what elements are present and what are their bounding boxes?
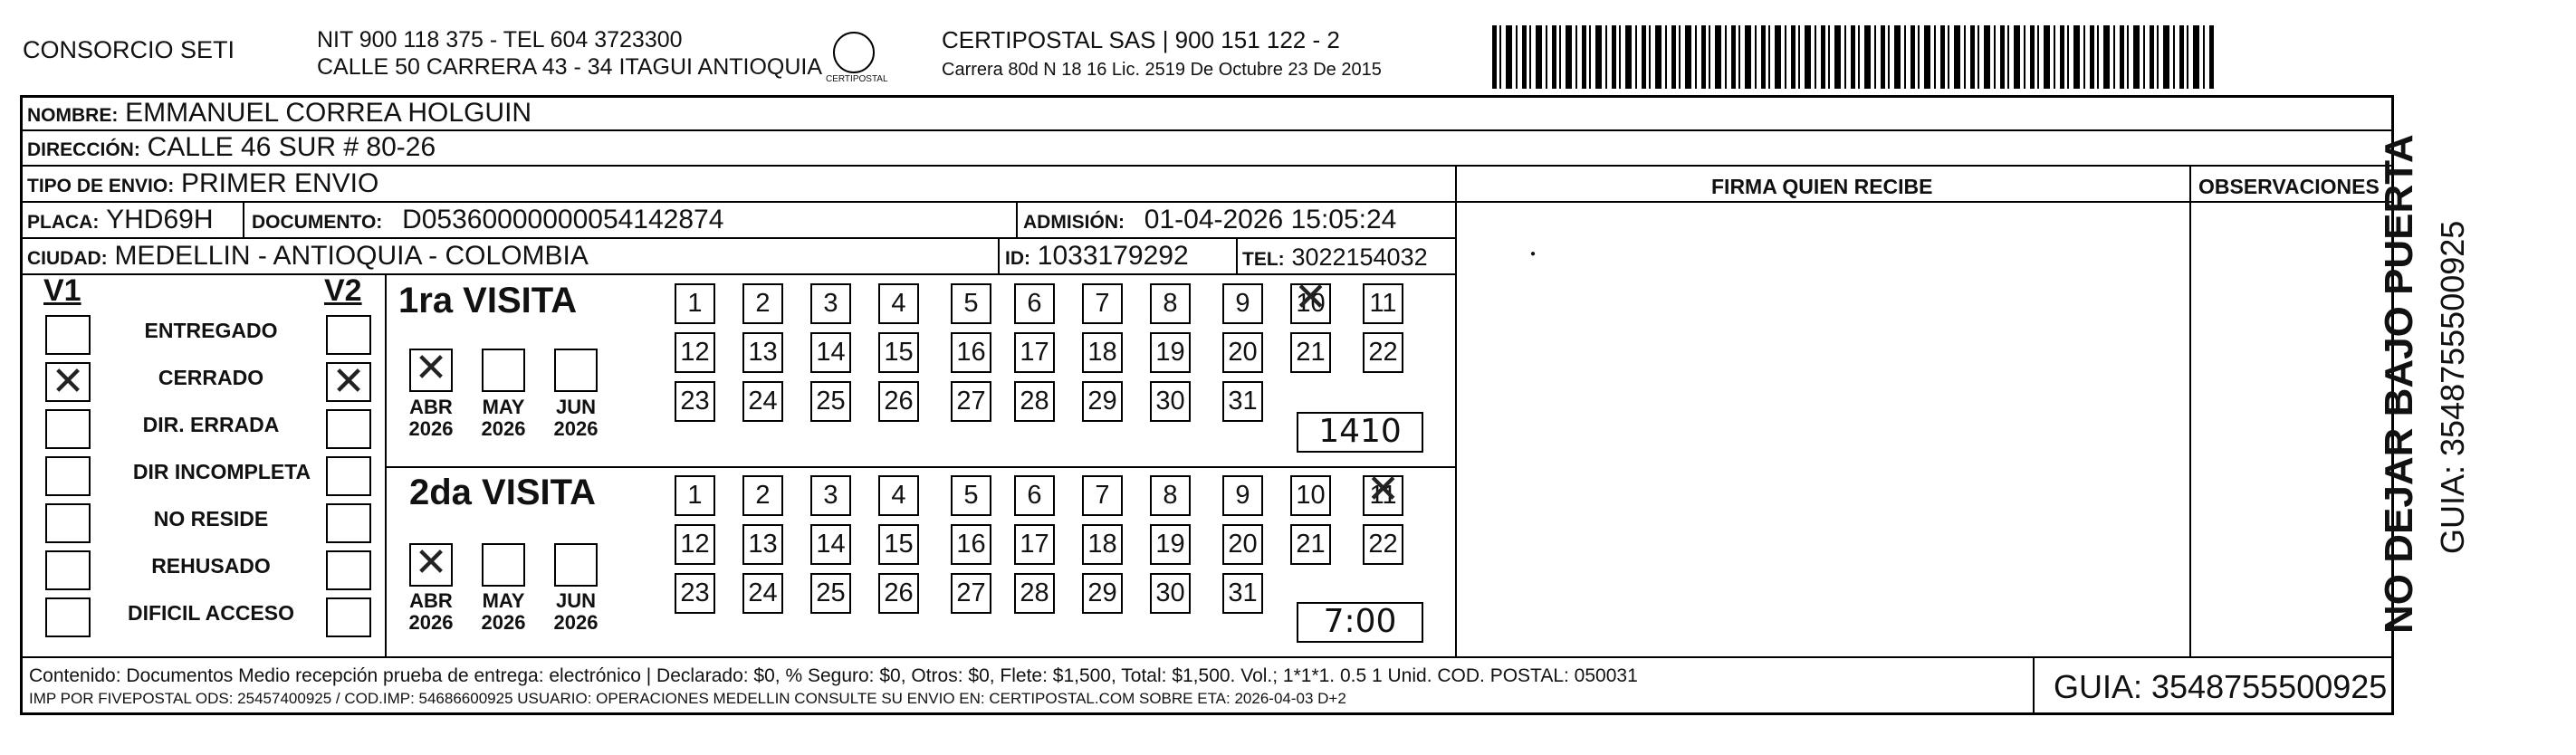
nombre-row [27,98,531,129]
status-dir-incompleta: DIR INCOMPLETA [132,460,311,483]
status-no-reside: NO RESIDE [153,507,269,530]
col-line [243,201,244,237]
visit2-may-checkbox[interactable] [482,543,525,587]
visit2-day-30[interactable]: 30 [1150,573,1191,614]
visit2-jun-checkbox[interactable] [554,543,598,587]
logo-text: CERTIPOSTAL [826,74,888,84]
visit2-abr-checkbox[interactable] [409,543,453,587]
observaciones-label: OBSERVACIONES [2198,175,2380,198]
status-dificil-acceso: DIFICIL ACCESO [127,601,294,625]
placa-label: PLACA: [27,212,100,233]
certipostal-line: CERTIPOSTAL SAS | 900 151 122 - 2 [942,26,1340,53]
visit2-day-26[interactable]: 26 [878,573,919,614]
footer-guia: GUIA: 3548755500925 [2054,668,2388,705]
placa-value: YHD69H [106,205,214,234]
visit1-month-abr: ABR 2026 [408,396,454,441]
visit2-day-15[interactable]: 15 [878,524,919,565]
frame-bottom [20,712,2394,715]
v2-dir-incompleta-checkbox[interactable] [326,456,371,496]
admision-value: 01-04-2026 15:05:24 [1144,205,1397,234]
visit1-day-13[interactable]: 13 [742,332,783,373]
row-line [385,466,1455,468]
side-guia: GUIA: 3548755500925 [2434,220,2471,554]
visit1-day-27[interactable]: 27 [951,381,991,422]
visit2-day-16[interactable]: 16 [951,524,991,565]
status-cerrado: CERRADO [158,366,264,389]
visit1-jun-checkbox[interactable] [554,349,598,392]
visit2-day-14[interactable]: 14 [810,524,851,565]
v2-rehusado-checkbox[interactable] [326,550,371,590]
visit1-day-29[interactable]: 29 [1082,381,1123,422]
v1-entregado-checkbox[interactable] [45,315,91,355]
footer-line1: Contenido: Documentos Medio recepción prueba de entrega: electrónico | Declarado: $0, % Seguro: $0, Otros: $0, Flete: $1,500, Total: $1,500. Vol.; 1*1*1. 0.5 1 Unid. COD. POSTAL: 050031 [29,665,1638,686]
tipo-value: PRIMER ENVIO [180,168,379,198]
v2-dificil-acceso-checkbox[interactable] [326,597,371,637]
no-dejar-bajo-puerta: NO DEJAR BAJO PUERTA [2377,134,2421,634]
visit2-day-28[interactable]: 28 [1014,573,1055,614]
visit1-day-3[interactable]: 3 [810,283,851,324]
nombre-label: NOMBRE: [27,105,119,126]
status-dir-errada: DIR. ERRADA [142,413,280,436]
id-value: 1033179292 [1037,241,1189,271]
tel-label: TEL: [1242,249,1285,270]
visit1-day-22[interactable]: 22 [1363,332,1403,373]
visit1-day-30[interactable]: 30 [1150,381,1191,422]
visit2-handwritten-time: 7:00 [1297,602,1423,643]
visit1-abr-checkbox[interactable] [409,349,453,392]
visit1-day-6[interactable]: 6 [1014,283,1055,324]
visit1-day-8[interactable]: 8 [1150,283,1191,324]
dot-mark: ● [1530,249,1537,259]
barcode [1492,25,2217,89]
ciudad-label: CIUDAD: [27,248,108,269]
visit1-day-12[interactable]: 12 [675,332,715,373]
visit1-day-5[interactable]: 5 [951,283,991,324]
col-line [2189,165,2191,658]
visit1-day-31[interactable]: 31 [1222,381,1263,422]
visit1-day-9[interactable]: 9 [1222,283,1263,324]
tel-cell [1242,243,1428,272]
visit2-day-27[interactable]: 27 [951,573,991,614]
v1-dir-errada-checkbox[interactable] [45,409,91,449]
visit1-day-16[interactable]: 16 [951,332,991,373]
visit2-day-8[interactable]: 8 [1150,475,1191,516]
visit1-day-25[interactable]: 25 [810,381,851,422]
frame-left [20,95,23,715]
visit2-month-jun: JUN 2026 [553,589,599,635]
visit1-day-19[interactable]: 19 [1150,332,1191,373]
v1-dificil-acceso-checkbox[interactable] [45,597,91,637]
visit1-day-23[interactable]: 23 [675,381,715,422]
visit2-title: 2da VISITA [409,473,596,512]
visit1-day-1[interactable]: 1 [675,283,715,324]
col-line [385,273,387,656]
visit2-day-7[interactable]: 7 [1082,475,1123,516]
visit2-day-18[interactable]: 18 [1082,524,1123,565]
v1-cerrado-checkbox[interactable] [45,362,91,402]
ciudad-cell [27,241,589,272]
visit1-day-18[interactable]: 18 [1082,332,1123,373]
v1-label: V1 [43,273,81,308]
documento-label: DOCUMENTO: [252,212,383,233]
placa-cell [27,205,213,235]
visit2-day-17[interactable]: 17 [1014,524,1055,565]
row-line [20,656,2394,658]
tipo-label: TIPO DE ENVIO: [27,176,175,196]
row-line [20,129,2394,131]
id-cell [1005,241,1189,272]
nit-line: NIT 900 118 375 - TEL 604 3723300 [317,27,683,53]
license-line: Carrera 80d N 18 16 Lic. 2519 De Octubre 23 De 2015 [942,60,1382,80]
visit2-day-6[interactable]: 6 [1014,475,1055,516]
visit2-day-12[interactable]: 12 [675,524,715,565]
id-label: ID: [1005,248,1030,269]
footer-line2: IMP POR FIVEPOSTAL ODS: 25457400925 / COD.IMP: 54686600925 USUARIO: OPERACIONES MEDELLIN CONSULTE SU ENVIO EN: CERTIPOSTAL.COM SOBRE ETA: 2026-04-03 D+2 [29,690,1346,707]
status-rehusado: REHUSADO [151,554,271,578]
visit1-day-7[interactable]: 7 [1082,283,1123,324]
col-line [1455,165,1457,658]
visit1-day-15[interactable]: 15 [878,332,919,373]
visit1-day-24[interactable]: 24 [742,381,783,422]
visit2-day-19[interactable]: 19 [1150,524,1191,565]
visit2-day-31[interactable]: 31 [1222,573,1263,614]
visit2-day-4[interactable]: 4 [878,475,919,516]
visit2-day-5[interactable]: 5 [951,475,991,516]
nombre-value: EMMANUEL CORREA HOLGUIN [125,98,532,128]
visit1-day-10[interactable]: 10 ✕ [1290,283,1331,324]
visit2-day-24[interactable]: 24 [742,573,783,614]
visit2-day-25[interactable]: 25 [810,573,851,614]
visit2-day-21[interactable]: 21 [1290,524,1331,565]
visit1-title: 1ra VISITA [398,281,578,320]
certipostal-logo-icon [833,32,875,73]
visit1-day-21[interactable]: 21 [1290,332,1331,373]
visit1-day-4[interactable]: 4 [878,283,919,324]
row-line [20,201,1457,203]
v1-no-reside-checkbox[interactable] [45,503,91,543]
visit2-day-11[interactable]: 11 ✕ [1363,475,1403,516]
visit2-day-22[interactable]: 22 [1363,524,1403,565]
firma-label: FIRMA QUIEN RECIBE [1711,175,1933,198]
visit2-day-20[interactable]: 20 [1222,524,1263,565]
visit1-day-28[interactable]: 28 [1014,381,1055,422]
v2-dir-errada-checkbox[interactable] [326,409,371,449]
visit1-day-17[interactable]: 17 [1014,332,1055,373]
col-line [2033,656,2035,713]
visit1-month-jun: JUN 2026 [553,396,599,441]
visit1-handwritten-time: 1410 [1297,412,1423,453]
company-name: CONSORCIO SETI [23,36,235,63]
ciudad-value: MEDELLIN - ANTIOQUIA - COLOMBIA [114,241,589,271]
visit2-day-1[interactable]: 1 [675,475,715,516]
status-entregado: ENTREGADO [144,319,278,342]
admision-cell [1023,205,1396,235]
row-line [1455,201,2394,203]
v1-rehusado-checkbox[interactable] [45,550,91,590]
visit1-day-14[interactable]: 14 [810,332,851,373]
v1-dir-incompleta-checkbox[interactable] [45,456,91,496]
visit2-day-29[interactable]: 29 [1082,573,1123,614]
row-line [20,273,1457,275]
admision-label: ADMISIÓN: [1023,212,1125,233]
direccion-row [27,132,436,163]
visit2-day-2[interactable]: 2 [742,475,783,516]
visit2-month-may: MAY 2026 [481,589,526,635]
visit2-day-13[interactable]: 13 [742,524,783,565]
col-line [1016,201,1018,237]
visit1-day-20[interactable]: 20 [1222,332,1263,373]
visit2-day-3[interactable]: 3 [810,475,851,516]
documento-cell [252,205,723,235]
direccion-label: DIRECCIÓN: [27,139,140,160]
visit1-month-may: MAY 2026 [481,396,526,441]
visit2-month-abr: ABR 2026 [408,589,454,635]
visit2-day-10[interactable]: 10 [1290,475,1331,516]
visit1-day-11[interactable]: 11 [1363,283,1403,324]
tipo-row [27,168,378,199]
row-line [20,165,2394,167]
visit1-day-26[interactable]: 26 [878,381,919,422]
tel-value: 3022154032 [1291,244,1428,271]
visit1-day-2[interactable]: 2 [742,283,783,324]
visit2-day-23[interactable]: 23 [675,573,715,614]
row-line [20,237,1457,239]
v2-cerrado-checkbox[interactable] [326,362,371,402]
v2-entregado-checkbox[interactable] [326,315,371,355]
visit1-may-checkbox[interactable] [482,349,525,392]
col-line [1236,237,1238,273]
v2-label: V2 [324,273,362,308]
documento-value: D05360000000054142874 [402,205,724,234]
col-line [998,237,1000,273]
v2-no-reside-checkbox[interactable] [326,503,371,543]
address-line: CALLE 50 CARRERA 43 - 34 ITAGUI ANTIOQUIA [317,54,823,80]
visit2-day-9[interactable]: 9 [1222,475,1263,516]
direccion-value: CALLE 46 SUR # 80-26 [147,132,436,162]
